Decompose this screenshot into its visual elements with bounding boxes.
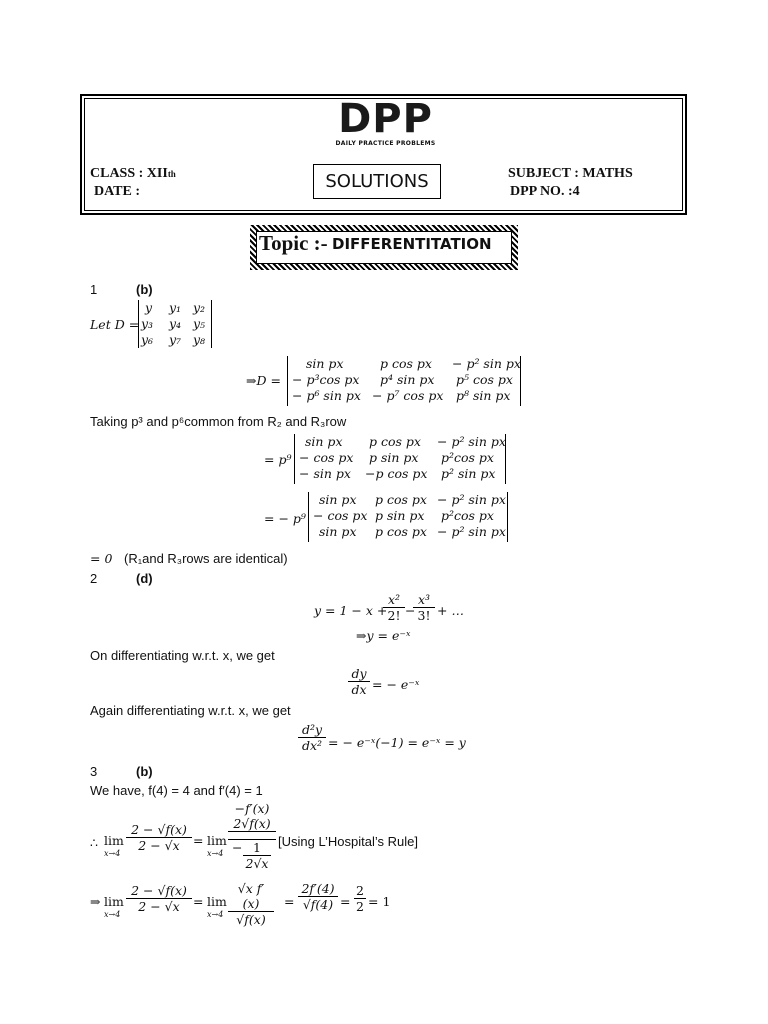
fraction-denominator: 3! — [417, 608, 431, 623]
first-derivative-rhs: = − e⁻ˣ — [372, 677, 420, 692]
matrix-swapped — [308, 492, 508, 542]
q2-again-text: Again differentiating w.r.t. x, we get — [90, 703, 291, 718]
fraction-numerator: 2f′(4) — [298, 881, 338, 897]
q1-answer: (b) — [136, 282, 153, 297]
matrix-cell: − cos px — [299, 450, 354, 465]
fraction-x3 — [413, 592, 435, 623]
series-tail: + … — [437, 603, 464, 618]
q2-diff-text: On differentiating w.r.t. x, we get — [90, 648, 275, 663]
inner-numerator: −f′(x) — [234, 801, 270, 816]
matrix-cell: p² sin px — [441, 466, 496, 481]
lim-label: lim — [104, 833, 124, 848]
fraction-denominator: 2 − √x — [138, 899, 180, 914]
fraction-denominator: 2√x — [245, 856, 269, 871]
fraction-d2y-dx2 — [298, 722, 326, 753]
dpp-logo-subtitle: DAILY PRACTICE PROBLEMS — [335, 140, 436, 147]
fraction-denominator: √f(x) — [236, 912, 266, 927]
fraction-two-over-two — [354, 883, 366, 914]
fraction-numerator: √x f′(x) — [228, 881, 274, 912]
q3-number: 3 — [90, 764, 98, 779]
fraction-denominator: 2 — [356, 899, 364, 914]
class-label: CLASS : XIIth — [90, 166, 176, 181]
matrix-cell: p cos px — [369, 434, 421, 449]
matrix-cell: p cos px — [375, 524, 427, 539]
matrix-cell: y₁ — [169, 300, 182, 315]
fraction-denominator: dx² — [301, 738, 323, 753]
dpp-logo: DPP — [338, 96, 433, 142]
fraction-numerator: d²y — [298, 722, 326, 738]
therefore-symbol: ∴ — [90, 835, 98, 850]
matrix-d — [138, 300, 212, 348]
q2-answer: (d) — [136, 571, 153, 586]
subject-label: SUBJECT : MATHS — [508, 166, 633, 181]
fraction-x2 — [383, 592, 405, 623]
matrix-cell: sin px — [306, 356, 344, 371]
matrix-cell: p⁵ cos px — [456, 372, 513, 387]
dpp-number: DPP NO. :4 — [510, 184, 580, 199]
series-implies: ⇒y = e⁻ˣ — [356, 628, 411, 643]
matrix-cell: − p³cos px — [292, 372, 360, 387]
fraction-numerator: dy — [348, 666, 370, 682]
fraction-evaluated — [298, 881, 338, 912]
lim-subscript: x→4 — [207, 849, 224, 858]
q3-answer: (b) — [136, 764, 153, 779]
matrix-cell: p cos px — [375, 492, 427, 507]
matrix-cell: y — [145, 300, 153, 315]
matrix-cell: − p² sin px — [437, 492, 506, 507]
matrix-cell: y₂ — [193, 300, 206, 315]
lim-label: lim — [104, 894, 124, 909]
matrix-cell: − p² sin px — [437, 434, 506, 449]
fraction-lhospital — [228, 801, 276, 832]
series-lhs: y = 1 − x + — [314, 603, 388, 618]
implies-symbol: ⇒ — [90, 894, 101, 909]
matrix-cell: −p cos px — [365, 466, 428, 481]
matrix-cell: p⁸ sin px — [456, 388, 511, 403]
q1-number: 1 — [90, 282, 98, 297]
matrix-cell: p cos px — [380, 356, 432, 371]
fraction-dy-dx — [348, 666, 370, 697]
q2-number: 2 — [90, 571, 98, 586]
lim-label: lim — [207, 894, 227, 909]
fraction-numerator: 2 − √f(x) — [126, 822, 192, 838]
q1-let-d: Let D = — [90, 317, 140, 332]
second-derivative-rhs: = − e⁻ˣ(−1) = e⁻ˣ = y — [328, 735, 466, 750]
matrix-cell: − p² sin px — [452, 356, 521, 371]
solutions-badge: SOLUTIONS — [313, 164, 441, 199]
matrix-cell: − sin px — [299, 466, 351, 481]
matrix-cell: y₅ — [193, 316, 206, 331]
lhospital-note: [Using L’Hospital’s Rule] — [278, 834, 418, 849]
matrix-cell: p²cos px — [441, 450, 494, 465]
matrix-cell: y₆ — [141, 332, 154, 347]
date-label: DATE : — [94, 184, 141, 199]
lim-label: lim — [207, 833, 227, 848]
final-result: = 1 — [368, 894, 391, 909]
fraction-denominator: dx — [351, 682, 367, 697]
equals-sign: = — [284, 894, 295, 909]
inner-denominator: 2√f(x) — [228, 816, 276, 832]
matrix-cell: sin px — [319, 492, 357, 507]
fraction-original-limit — [126, 883, 192, 914]
fraction-denominator: 2 − √x — [138, 838, 180, 853]
lim-subscript: x→4 — [207, 910, 224, 919]
topic-name: DIFFERENTITATION — [332, 235, 492, 253]
matrix-cell: p sin px — [369, 450, 419, 465]
fraction-numerator: x³ — [413, 592, 435, 608]
fraction-numerator: 1 — [243, 840, 271, 856]
fraction-original-limit — [126, 822, 192, 853]
matrix-cell: sin px — [305, 434, 343, 449]
series-minus: − — [405, 603, 416, 618]
topic-label: Topic :- — [259, 231, 328, 255]
matrix-cell: sin px — [319, 524, 357, 539]
matrix-cell: p²cos px — [441, 508, 494, 523]
matrix-cell: − p⁶ sin px — [292, 388, 361, 403]
matrix-cell: y₃ — [141, 316, 154, 331]
q1-implies-d: ⇒D = — [246, 373, 281, 388]
matrix-cell: − cos px — [313, 508, 368, 523]
q1-eq-neg-p9: = − p⁹ — [264, 511, 306, 526]
matrix-cell: − p² sin px — [437, 524, 506, 539]
equals-sign: = — [340, 894, 351, 909]
matrix-expanded — [287, 356, 521, 406]
matrix-cell: − p⁷ cos px — [372, 388, 444, 403]
lim-subscript: x→4 — [104, 849, 121, 858]
fraction-one-over-2sqrtx — [243, 840, 271, 871]
fraction-numerator: 2 − √f(x) — [126, 883, 192, 899]
q3-given: We have, f(4) = 4 and f′(4) = 1 — [90, 783, 263, 798]
q1-zero: = 0 — [90, 551, 113, 566]
equals-sign: = — [193, 894, 204, 909]
fraction-denominator: 2! — [387, 608, 401, 623]
lim-subscript: x→4 — [104, 910, 121, 919]
fraction-simplified — [228, 881, 274, 927]
matrix-factored — [294, 434, 506, 484]
fraction-numerator: x² — [383, 592, 405, 608]
matrix-cell: p sin px — [375, 508, 425, 523]
q1-reason: (R₁and R₃rows are identical) — [124, 551, 288, 566]
equals-sign: = — [193, 833, 204, 848]
matrix-cell: p⁴ sin px — [380, 372, 435, 387]
minus-sign: − — [232, 840, 243, 855]
fraction-denominator: √f(4) — [302, 897, 334, 912]
q1-taking-text: Taking p³ and p⁶common from R₂ and R₃row — [90, 414, 347, 429]
fraction-numerator: 2 — [354, 883, 366, 899]
q1-eq-p9: = p⁹ — [264, 452, 292, 467]
matrix-cell: y₄ — [169, 316, 182, 331]
matrix-cell: y₈ — [193, 332, 206, 347]
matrix-cell: y₇ — [169, 332, 182, 347]
